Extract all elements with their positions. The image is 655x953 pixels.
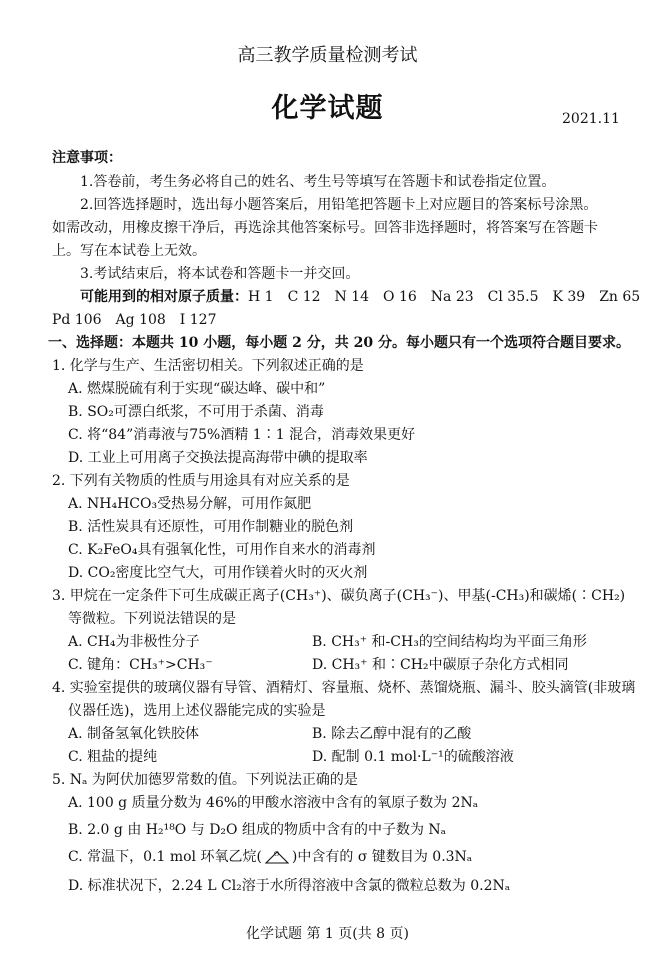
q3-option-d: D. CH₃⁺ 和∶CH₂中碳原子杂化方式相同 bbox=[312, 657, 569, 673]
page-title: 化学试题 bbox=[271, 93, 384, 124]
q3-options-row-2 bbox=[0, 655, 655, 675]
q3-stem-2: 等微粒。下列说法错误的是 bbox=[68, 611, 236, 627]
q5-option-b: B. 2.0 g 由 H₂¹⁸O 与 D₂O 组成的物质中含有的中子数为 Nₐ bbox=[68, 822, 447, 838]
note-2a: 2.回答选择题时，选出每小题答案后，用铅笔把答题卡上对应题目的答案标号涂黑。 bbox=[80, 197, 598, 213]
epoxide-ring-icon bbox=[262, 848, 292, 866]
q4-options-row-2 bbox=[0, 747, 655, 767]
q5-option-c bbox=[68, 847, 472, 867]
q5-option-a: A. 100 g 质量分数为 46%的甲酸水溶液中含有的氧原子数为 2Nₐ bbox=[68, 795, 479, 811]
q3-option-c: C. 键角：CH₃⁺>CH₃⁻ bbox=[68, 657, 213, 673]
q1-option-a: A. 燃煤脱硫有利于实现“碳达峰、碳中和” bbox=[68, 381, 326, 397]
exam-subtitle: 高三教学质量检测考试 bbox=[237, 45, 418, 66]
q1-stem: 1. 化学与生产、生活密切相关。下列叙述正确的是 bbox=[52, 358, 364, 374]
atomic-masses-line1 bbox=[80, 287, 640, 307]
q2-option-c: C. K₂FeO₄具有强氧化性，可用作自来水的消毒剂 bbox=[68, 542, 376, 558]
q1-option-d: D. 工业上可用离子交换法提高海带中碘的提取率 bbox=[68, 450, 368, 466]
q4-option-a: A. 制备氢氧化铁胶体 bbox=[68, 726, 200, 742]
q3-option-a: A. CH₄为非极性分子 bbox=[68, 634, 200, 650]
q4-stem-2: 仪器任选)，选用上述仪器能完成的实验是 bbox=[68, 703, 326, 719]
note-3: 3.考试结束后，将本试卷和答题卡一并交回。 bbox=[80, 266, 360, 282]
q2-option-b: B. 活性炭具有还原性，可用作制糖业的脱色剂 bbox=[68, 519, 354, 535]
q5-stem: 5. Nₐ 为阿伏加德罗常数的值。下列说法正确的是 bbox=[52, 772, 358, 788]
note-2c: 上。写在本试卷上无效。 bbox=[52, 243, 206, 259]
q3-stem-1: 3. 甲烷在一定条件下可生成碳正离子(CH₃⁺)、碳负离子(CH₃⁻)、甲基(-CH₃)和碳烯(∶CH₂) bbox=[52, 588, 626, 604]
svg-text:O: O bbox=[273, 850, 279, 858]
q2-stem: 2. 下列有关物质的性质与用途具有对应关系的是 bbox=[52, 473, 350, 489]
exam-date: 2021.11 bbox=[562, 111, 620, 127]
q1-option-c: C. 将“84”消毒液与75%酒精 1∶1 混合，消毒效果更好 bbox=[68, 427, 416, 443]
note-2b: 如需改动，用橡皮擦干净后，再选涂其他答案标号。回答非选择题时，将答案写在答题卡 bbox=[52, 220, 598, 236]
q3-option-b: B. CH₃⁺ 和-CH₃的空间结构均为平面三角形 bbox=[312, 634, 587, 650]
page-footer: 化学试题 第 1 页(共 8 页) bbox=[246, 926, 409, 942]
atomic-masses-values: H 1 C 12 N 14 O 16 Na 23 Cl 35.5 K 39 Zn 65 bbox=[248, 289, 641, 305]
q1-option-b: B. SO₂可漂白纸浆，不可用于杀菌、消毒 bbox=[68, 404, 324, 420]
section-heading: 一、选择题：本题共 10 小题，每小题 2 分，共 20 分。每小题只有一个选项符合题目要求。 bbox=[48, 335, 630, 351]
q3-options-row-1 bbox=[0, 632, 655, 652]
note-1: 1.答卷前，考生务必将自己的姓名、考生号等填写在答题卡和试卷指定位置。 bbox=[80, 174, 556, 190]
q5-option-d: D. 标准状况下，2.24 L Cl₂溶于水所得溶液中含氯的微粒总数为 0.2Nₐ bbox=[68, 878, 511, 894]
q5-option-c-prefix: C. 常温下，0.1 mol 环氧乙烷( bbox=[68, 849, 262, 865]
q5-option-c-suffix: )中含有的 σ 键数目为 0.3Nₐ bbox=[291, 849, 473, 865]
atomic-masses-label: 可能用到的相对原子质量： bbox=[80, 289, 248, 305]
q4-option-d: D. 配制 0.1 mol·L⁻¹的硫酸溶液 bbox=[312, 749, 514, 765]
q4-options-row-1 bbox=[0, 724, 655, 744]
atomic-masses-line2: Pd 106 Ag 108 I 127 bbox=[52, 312, 217, 328]
q2-option-a: A. NH₄HCO₃受热易分解，可用作氮肥 bbox=[68, 496, 312, 512]
q2-option-d: D. CO₂密度比空气大，可用作镁着火时的灭火剂 bbox=[68, 565, 368, 581]
notes-heading: 注意事项： bbox=[52, 150, 122, 166]
q4-option-b: B. 除去乙醇中混有的乙酸 bbox=[312, 726, 472, 742]
q4-stem-1: 4. 实验室提供的玻璃仪器有导管、酒精灯、容量瓶、烧杯、蒸馏烧瓶、漏斗、胶头滴管(非玻璃 bbox=[52, 680, 636, 696]
q4-option-c: C. 粗盐的提纯 bbox=[68, 749, 158, 765]
